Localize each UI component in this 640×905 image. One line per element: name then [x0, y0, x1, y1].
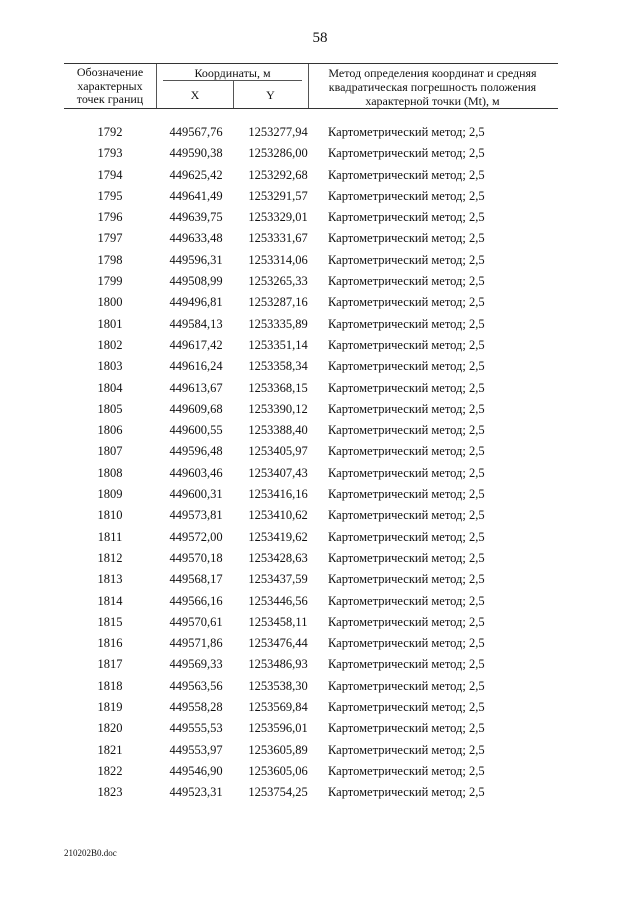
- point-id: 1799: [97, 274, 123, 289]
- method-value: Картометрический метод; 2,5: [328, 423, 485, 438]
- y-value: 1253538,30: [248, 678, 308, 693]
- method-value: Картометрический метод; 2,5: [328, 550, 485, 565]
- method-value: Картометрический метод; 2,5: [328, 508, 485, 523]
- table-row: [0, 614, 640, 635]
- y-value: 1253416,16: [248, 487, 308, 502]
- point-id: 1809: [97, 487, 123, 502]
- x-value: 449566,16: [169, 593, 223, 608]
- y-value: 1253486,93: [248, 657, 308, 672]
- y-value: 1253265,33: [248, 274, 308, 289]
- table-row: [0, 401, 640, 422]
- table-row: [0, 316, 640, 337]
- y-value: 1253351,14: [248, 337, 308, 352]
- table-row: [0, 571, 640, 592]
- x-value: 449571,86: [169, 636, 223, 651]
- point-id: 1807: [97, 444, 123, 459]
- x-value: 449603,46: [169, 465, 223, 480]
- x-value: 449600,55: [169, 423, 223, 438]
- method-value: Картометрический метод; 2,5: [328, 444, 485, 459]
- point-id: 1814: [97, 593, 123, 608]
- table-row: [0, 252, 640, 273]
- x-value: 449596,31: [169, 252, 223, 267]
- point-id: 1823: [97, 785, 123, 800]
- table-row: [0, 635, 640, 656]
- method-value: Картометрический метод; 2,5: [328, 295, 485, 310]
- point-id: 1822: [97, 763, 123, 778]
- table-row: [0, 188, 640, 209]
- y-value: 1253390,12: [248, 401, 308, 416]
- y-value: 1253292,68: [248, 167, 308, 182]
- y-value: 1253405,97: [248, 444, 308, 459]
- y-value: 1253314,06: [248, 252, 308, 267]
- x-value: 449639,75: [169, 210, 223, 225]
- point-id: 1798: [97, 252, 123, 267]
- point-id: 1813: [97, 572, 123, 587]
- table-row: [0, 678, 640, 699]
- y-value: 1253605,89: [248, 742, 308, 757]
- x-value: 449558,28: [169, 700, 223, 715]
- y-value: 1253329,01: [248, 210, 308, 225]
- method-value: Картометрический метод; 2,5: [328, 700, 485, 715]
- method-value: Картометрический метод; 2,5: [328, 337, 485, 352]
- y-value: 1253458,11: [248, 614, 308, 629]
- point-id: 1794: [97, 167, 123, 182]
- point-id: 1806: [97, 423, 123, 438]
- point-id: 1802: [97, 337, 123, 352]
- table-row: [0, 422, 640, 443]
- y-value: 1253569,84: [248, 700, 308, 715]
- table-row: [0, 167, 640, 188]
- y-value: 1253331,67: [248, 231, 308, 246]
- point-id: 1820: [97, 721, 123, 736]
- table-row: [0, 294, 640, 315]
- method-value: Картометрический метод; 2,5: [328, 146, 485, 161]
- x-value: 449570,61: [169, 614, 223, 629]
- y-value: 1253368,15: [248, 380, 308, 395]
- point-id: 1792: [97, 125, 123, 139]
- point-id: 1810: [97, 508, 123, 523]
- x-value: 449613,67: [169, 380, 223, 395]
- method-value: Картометрический метод; 2,5: [328, 252, 485, 267]
- y-value: 1253358,34: [248, 359, 308, 374]
- x-value: 449563,56: [169, 678, 223, 693]
- y-value: 1253286,00: [248, 146, 308, 161]
- table-row: [0, 124, 640, 145]
- point-id: 1816: [97, 636, 123, 651]
- x-value: 449555,53: [169, 721, 223, 736]
- x-value: 449609,68: [169, 401, 223, 416]
- method-value: Картометрический метод; 2,5: [328, 210, 485, 225]
- y-value: 1253476,44: [248, 636, 308, 651]
- table-row: [0, 550, 640, 571]
- method-value: Картометрический метод; 2,5: [328, 529, 485, 544]
- y-header: Y: [266, 88, 275, 102]
- table-row: [0, 742, 640, 763]
- table-row: [0, 145, 640, 166]
- x-value: 449569,33: [169, 657, 223, 672]
- method-value: Картометрический метод; 2,5: [328, 657, 485, 672]
- x-header: X: [190, 88, 200, 102]
- method-value: Картометрический метод; 2,5: [328, 572, 485, 587]
- table-row: [0, 784, 640, 805]
- table-row: [0, 337, 640, 358]
- y-value: 1253605,06: [248, 763, 308, 778]
- point-id: 1795: [97, 188, 123, 203]
- y-value: 1253335,89: [248, 316, 308, 331]
- point-id: 1817: [97, 657, 123, 672]
- point-id: 1812: [97, 550, 123, 565]
- table-row: [0, 699, 640, 720]
- method-value: Картометрический метод; 2,5: [328, 742, 485, 757]
- x-value: 449553,97: [169, 742, 223, 757]
- x-value: 449508,99: [169, 274, 223, 289]
- y-value: 1253291,57: [248, 188, 308, 203]
- point-id: 1801: [97, 316, 123, 331]
- x-value: 449600,31: [169, 487, 223, 502]
- method-value: Картометрический метод; 2,5: [328, 785, 485, 800]
- point-id: 1803: [97, 359, 123, 374]
- table-row: [0, 443, 640, 464]
- page-number: 58: [312, 30, 328, 46]
- table-row: [0, 720, 640, 741]
- method-value: Картометрический метод; 2,5: [328, 274, 485, 289]
- point-id: 1808: [97, 465, 123, 480]
- y-value: 1253428,63: [248, 550, 308, 565]
- method-value: Картометрический метод; 2,5: [328, 359, 485, 374]
- method-header: Метод определения координат и средняя квадратическая погрешность положения характерной точки (Mt), м: [328, 66, 537, 108]
- x-value: 449496,81: [169, 295, 223, 310]
- point-id: 1797: [97, 231, 123, 246]
- method-value: Картометрический метод; 2,5: [328, 125, 485, 139]
- table-row: [0, 486, 640, 507]
- x-value: 449523,31: [169, 785, 223, 800]
- y-value: 1253410,62: [248, 508, 308, 523]
- method-value: Картометрический метод; 2,5: [328, 763, 485, 778]
- table-row: [0, 656, 640, 677]
- method-value: Картометрический метод; 2,5: [328, 721, 485, 736]
- x-value: 449568,17: [169, 572, 223, 587]
- x-value: 449572,00: [169, 529, 223, 544]
- x-value: 449596,48: [169, 444, 223, 459]
- x-value: 449641,49: [169, 188, 223, 203]
- y-value: 1253754,25: [248, 785, 308, 800]
- point-id: 1805: [97, 401, 123, 416]
- point-id: 1815: [97, 614, 123, 629]
- x-value: 449625,42: [169, 167, 223, 182]
- point-id: 1819: [97, 700, 123, 715]
- table-row: [0, 507, 640, 528]
- table-row: [0, 763, 640, 784]
- table-row: [0, 273, 640, 294]
- table-row: [0, 380, 640, 401]
- y-value: 1253419,62: [248, 529, 308, 544]
- method-value: Картометрический метод; 2,5: [328, 401, 485, 416]
- point-id: 1804: [97, 380, 123, 395]
- x-value: 449573,81: [169, 508, 223, 523]
- y-value: 1253388,40: [248, 423, 308, 438]
- method-value: Картометрический метод; 2,5: [328, 593, 485, 608]
- table-header: [64, 63, 558, 109]
- point-id: 1818: [97, 678, 123, 693]
- y-value: 1253437,59: [248, 572, 308, 587]
- method-value: Картометрический метод; 2,5: [328, 487, 485, 502]
- table-row: [0, 593, 640, 614]
- y-value: 1253446,56: [248, 593, 308, 608]
- coordinates-header-group: [156, 64, 309, 108]
- point-id: 1811: [97, 529, 123, 544]
- table-row: [0, 230, 640, 251]
- y-value: 1253287,16: [248, 295, 308, 310]
- point-id: 1821: [97, 742, 123, 757]
- method-value: Картометрический метод; 2,5: [328, 678, 485, 693]
- x-value: 449546,90: [169, 763, 223, 778]
- x-value: 449584,13: [169, 316, 223, 331]
- method-value: Картометрический метод; 2,5: [328, 465, 485, 480]
- point-id: 1800: [97, 295, 123, 310]
- method-value: Картометрический метод; 2,5: [328, 614, 485, 629]
- footer-file-name: 210202B0.doc: [64, 848, 117, 858]
- x-value: 449616,24: [169, 359, 223, 374]
- table-body: [0, 124, 640, 806]
- method-value: Картометрический метод; 2,5: [328, 636, 485, 651]
- x-value: 449567,76: [169, 125, 223, 139]
- method-value: Картометрический метод; 2,5: [328, 316, 485, 331]
- point-id: 1796: [97, 210, 123, 225]
- y-value: 1253407,43: [248, 465, 308, 480]
- method-value: Картометрический метод; 2,5: [328, 167, 485, 182]
- table-row: [0, 209, 640, 230]
- point-id: 1793: [97, 146, 123, 161]
- x-value: 449633,48: [169, 231, 223, 246]
- designation-header: Обозначение характерных точек границ: [76, 65, 144, 106]
- table-row: [0, 358, 640, 379]
- coordinates-header: Координаты, м: [194, 66, 271, 80]
- method-value: Картометрический метод; 2,5: [328, 231, 485, 246]
- method-value: Картометрический метод; 2,5: [328, 380, 485, 395]
- x-value: 449590,38: [169, 146, 223, 161]
- x-value: 449570,18: [169, 550, 223, 565]
- table-row: [0, 465, 640, 486]
- y-value: 1253596,01: [248, 721, 308, 736]
- method-value: Картометрический метод; 2,5: [328, 188, 485, 203]
- x-value: 449617,42: [169, 337, 223, 352]
- table-row: [0, 529, 640, 550]
- y-value: 1253277,94: [248, 125, 308, 139]
